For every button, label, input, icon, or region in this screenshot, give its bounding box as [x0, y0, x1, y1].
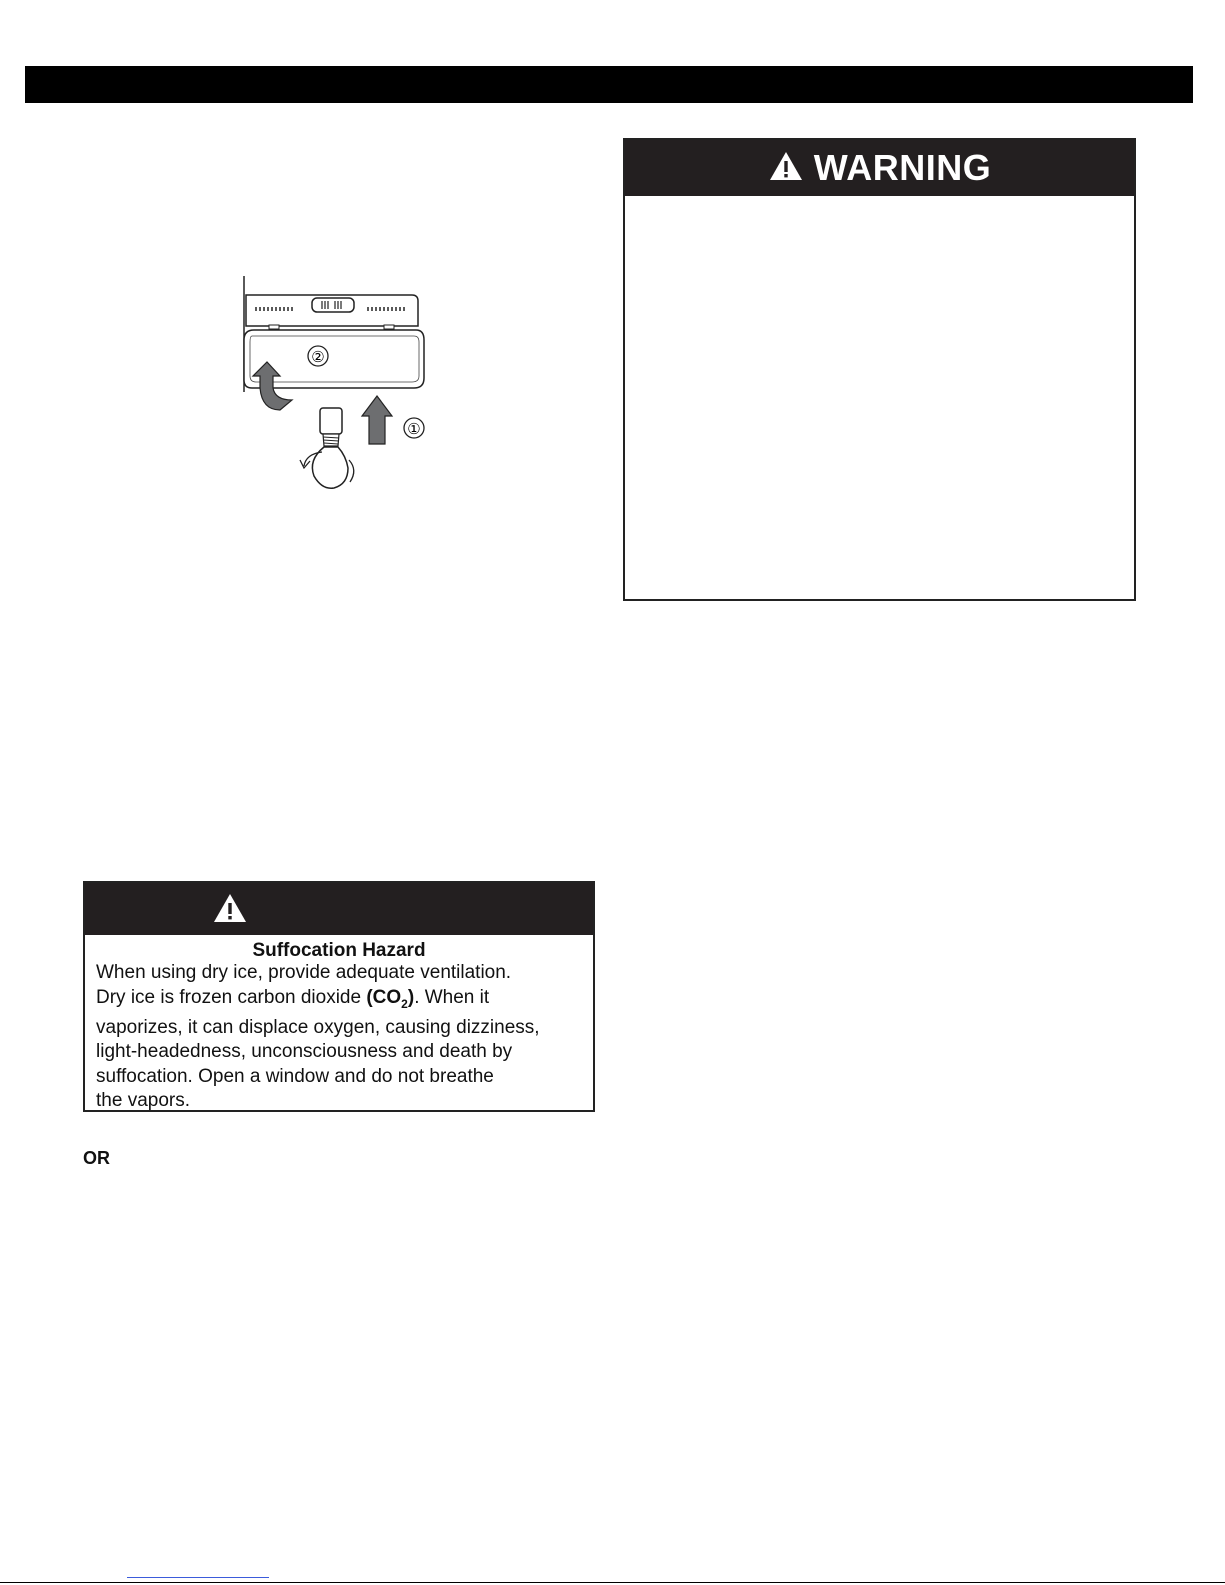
warning-triangle-icon [212, 892, 248, 929]
hazard-line-6: the vapors. [96, 1090, 190, 1112]
footer-rule [0, 1582, 1225, 1583]
suffocation-hazard-title: Suffocation Hazard [252, 940, 426, 961]
or-label: OR [83, 1148, 110, 1168]
warning-header [625, 140, 1134, 196]
suffocation-hazard-text [85, 961, 593, 1114]
step-one-label: ① [407, 421, 421, 438]
top-header-bar [25, 66, 1193, 103]
hazard-line-2: Dry ice is frozen carbon dioxide $(CO_2)$. When it [96, 986, 490, 1011]
warning-title: WARNING [813, 147, 992, 188]
bulb-replacement-illustration [222, 270, 442, 495]
hazard-line-5: suffocation. Open a window and do not breathe [96, 1065, 494, 1087]
footer-link-underline[interactable] [127, 1577, 269, 1578]
hazard-line-1: When using dry ice, provide adequate ventilation. [96, 962, 512, 983]
light-cover-diagram [222, 270, 442, 495]
warning-box [623, 138, 1136, 601]
suffocation-warning-box [83, 881, 595, 1112]
warning-triangle-icon [768, 150, 804, 187]
push-up-arrow-icon [362, 396, 392, 444]
suffocation-warning-header [85, 883, 593, 935]
hazard-line-4: light-headedness, unconsciousness and death by [96, 1041, 513, 1063]
hazard-line-3: vaporizes, it can displace oxygen, causing dizziness, [96, 1016, 540, 1038]
step-two-label: ② [311, 349, 325, 366]
